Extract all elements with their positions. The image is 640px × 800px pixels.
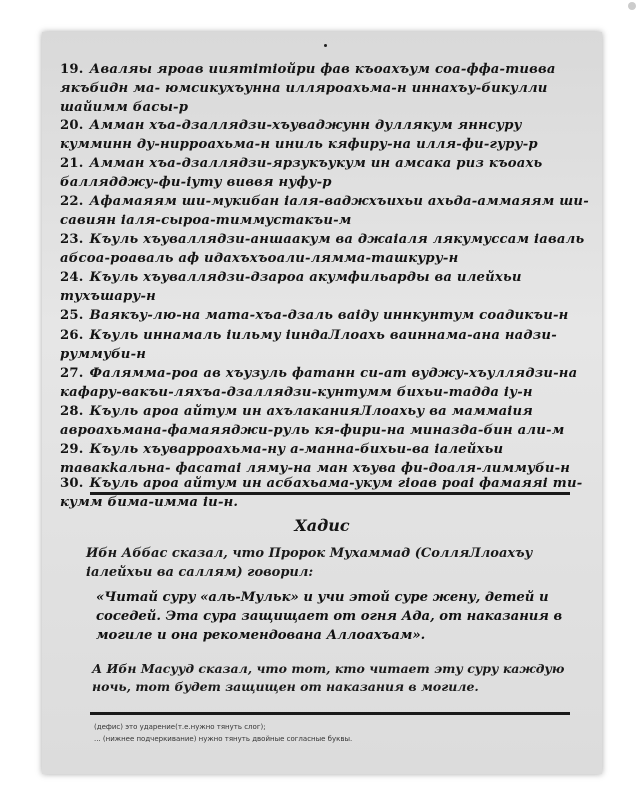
verse-text: Афамаяям ши-мукибан іаля-ваджхъихьи ахьда-аммаяям ши-савиян іаля-сыроа-тиммустакъи-м: [60, 194, 589, 228]
verse-number: 19.: [60, 62, 84, 77]
verse-28: [60, 402, 590, 440]
footnote-2: ... (нижнее подчеркивание) нужно тянуть двойные согласные буквы.: [94, 735, 353, 743]
verse-text: Къуль ароа айтум ин асбахьама-укум гіоав роаі фамаяяі ти-кумм бима-имма іи-н.: [60, 476, 583, 510]
verse-text: Къуль хъуваллядзи-аншаакум ва джаіаля лякумуссам іаваль абсоа-роаваль аф идахъхъоали-лямма-ташкуру-н: [60, 232, 585, 266]
verse-number: 29.: [60, 442, 84, 457]
verse-text: Къуль хъуварроахьма-ну а-манна-бихьи-ва іалейхьи тавакkальна- фасатаі ляму-на ман хъува фи-доаля-лиммуби-н: [60, 442, 571, 476]
corner-dot: [628, 2, 636, 10]
hadith-quote: «Читай суру «аль-Мульк» и учи этой суре жену, детей и соседей. Эта сура защищает от огня Ада, от наказания в могиле и она рекомендована Аллоахъам».: [96, 590, 563, 643]
verse-26: [60, 326, 590, 364]
paper-mark: [324, 44, 327, 47]
verse-20: [60, 116, 590, 154]
verse-number: 22.: [60, 194, 84, 209]
paper-sheet: [42, 32, 602, 774]
verse-number: 28.: [60, 404, 84, 419]
verse-text: Къуль иннамаль іильму іиндаЛлоахь ваиннама-ана надзи-руммуби-н: [60, 328, 557, 362]
verse-text: Ваякъу-лю-на мата-хъа-дзаль ваіду иннкунтум соадикъи-н: [89, 308, 569, 323]
verse-number: 26.: [60, 328, 84, 343]
hadith-intro: Ибн Аббас сказал, что Пророк Мухаммад (СолляЛлоахъу іалейхьи ва саллям) говорил:: [86, 546, 533, 580]
verse-number: 30.: [60, 476, 84, 491]
verse-text: Амман хъа-дзаллядзи-ярзукъукум ин амсака риз къоахь баллядджу-фи-іуту виввя нуфу-р: [60, 156, 543, 190]
verse-text: Амман хъа-дзаллядзи-хъуваджунн дуллякум яннсуру кумминн ду-нирроахьма-н иниль кяфиру-на илля-фи-гуру-р: [60, 118, 538, 152]
footnote-1: (дефис) это ударение(т.е.нужно тянуть слог);: [94, 723, 266, 731]
hadith-title: Хадис: [294, 516, 350, 535]
verse-29: [60, 440, 590, 478]
verse-number: 23.: [60, 232, 84, 247]
verse-number: 20.: [60, 118, 84, 133]
verse-23: [60, 230, 590, 268]
verse-number: 27.: [60, 366, 84, 381]
verse-21: [60, 154, 590, 192]
verse-number: 25.: [60, 308, 84, 323]
verse-text: Фалямма-роа ав хъузуль фатанн си-ат вуджу-хъуллядзи-на кафару-вакъи-ляхъа-дзаллядзи-кунтумм бихьи-тадда іу-н: [60, 366, 578, 400]
verse-text: Къуль ароа айтум ин ахълаканияЛлоахьу ва маммаіия авроахьмана-фамаяяджи-руль кя-фири-на миназда-бин али-м: [60, 404, 565, 438]
divider-top: [90, 492, 570, 495]
verse-22: [60, 192, 590, 230]
verse-text: Къуль хъуваллядзи-дзароа акумфильарды ва илейхьи тухъшару-н: [60, 270, 522, 304]
verse-number: 21.: [60, 156, 84, 171]
verse-27: [60, 364, 590, 402]
verse-24: [60, 268, 590, 306]
divider-bottom: [90, 712, 570, 715]
verse-number: 24.: [60, 270, 84, 285]
verse-text: Аваляы яроав ииятітіойри фав къоахъум соа-ффа-тивва якъбидн ма- юмсикухъунна илляроахьма-н иннахъу-бикулли шайимм басы-р: [60, 62, 556, 115]
verse-19: [60, 60, 590, 117]
verse-25: [60, 306, 590, 325]
hadith-closing: А Ибн Масууд сказал, что тот, кто читает эту суру каждую ночь, тот будет защищен от наказания в могиле.: [92, 661, 565, 694]
